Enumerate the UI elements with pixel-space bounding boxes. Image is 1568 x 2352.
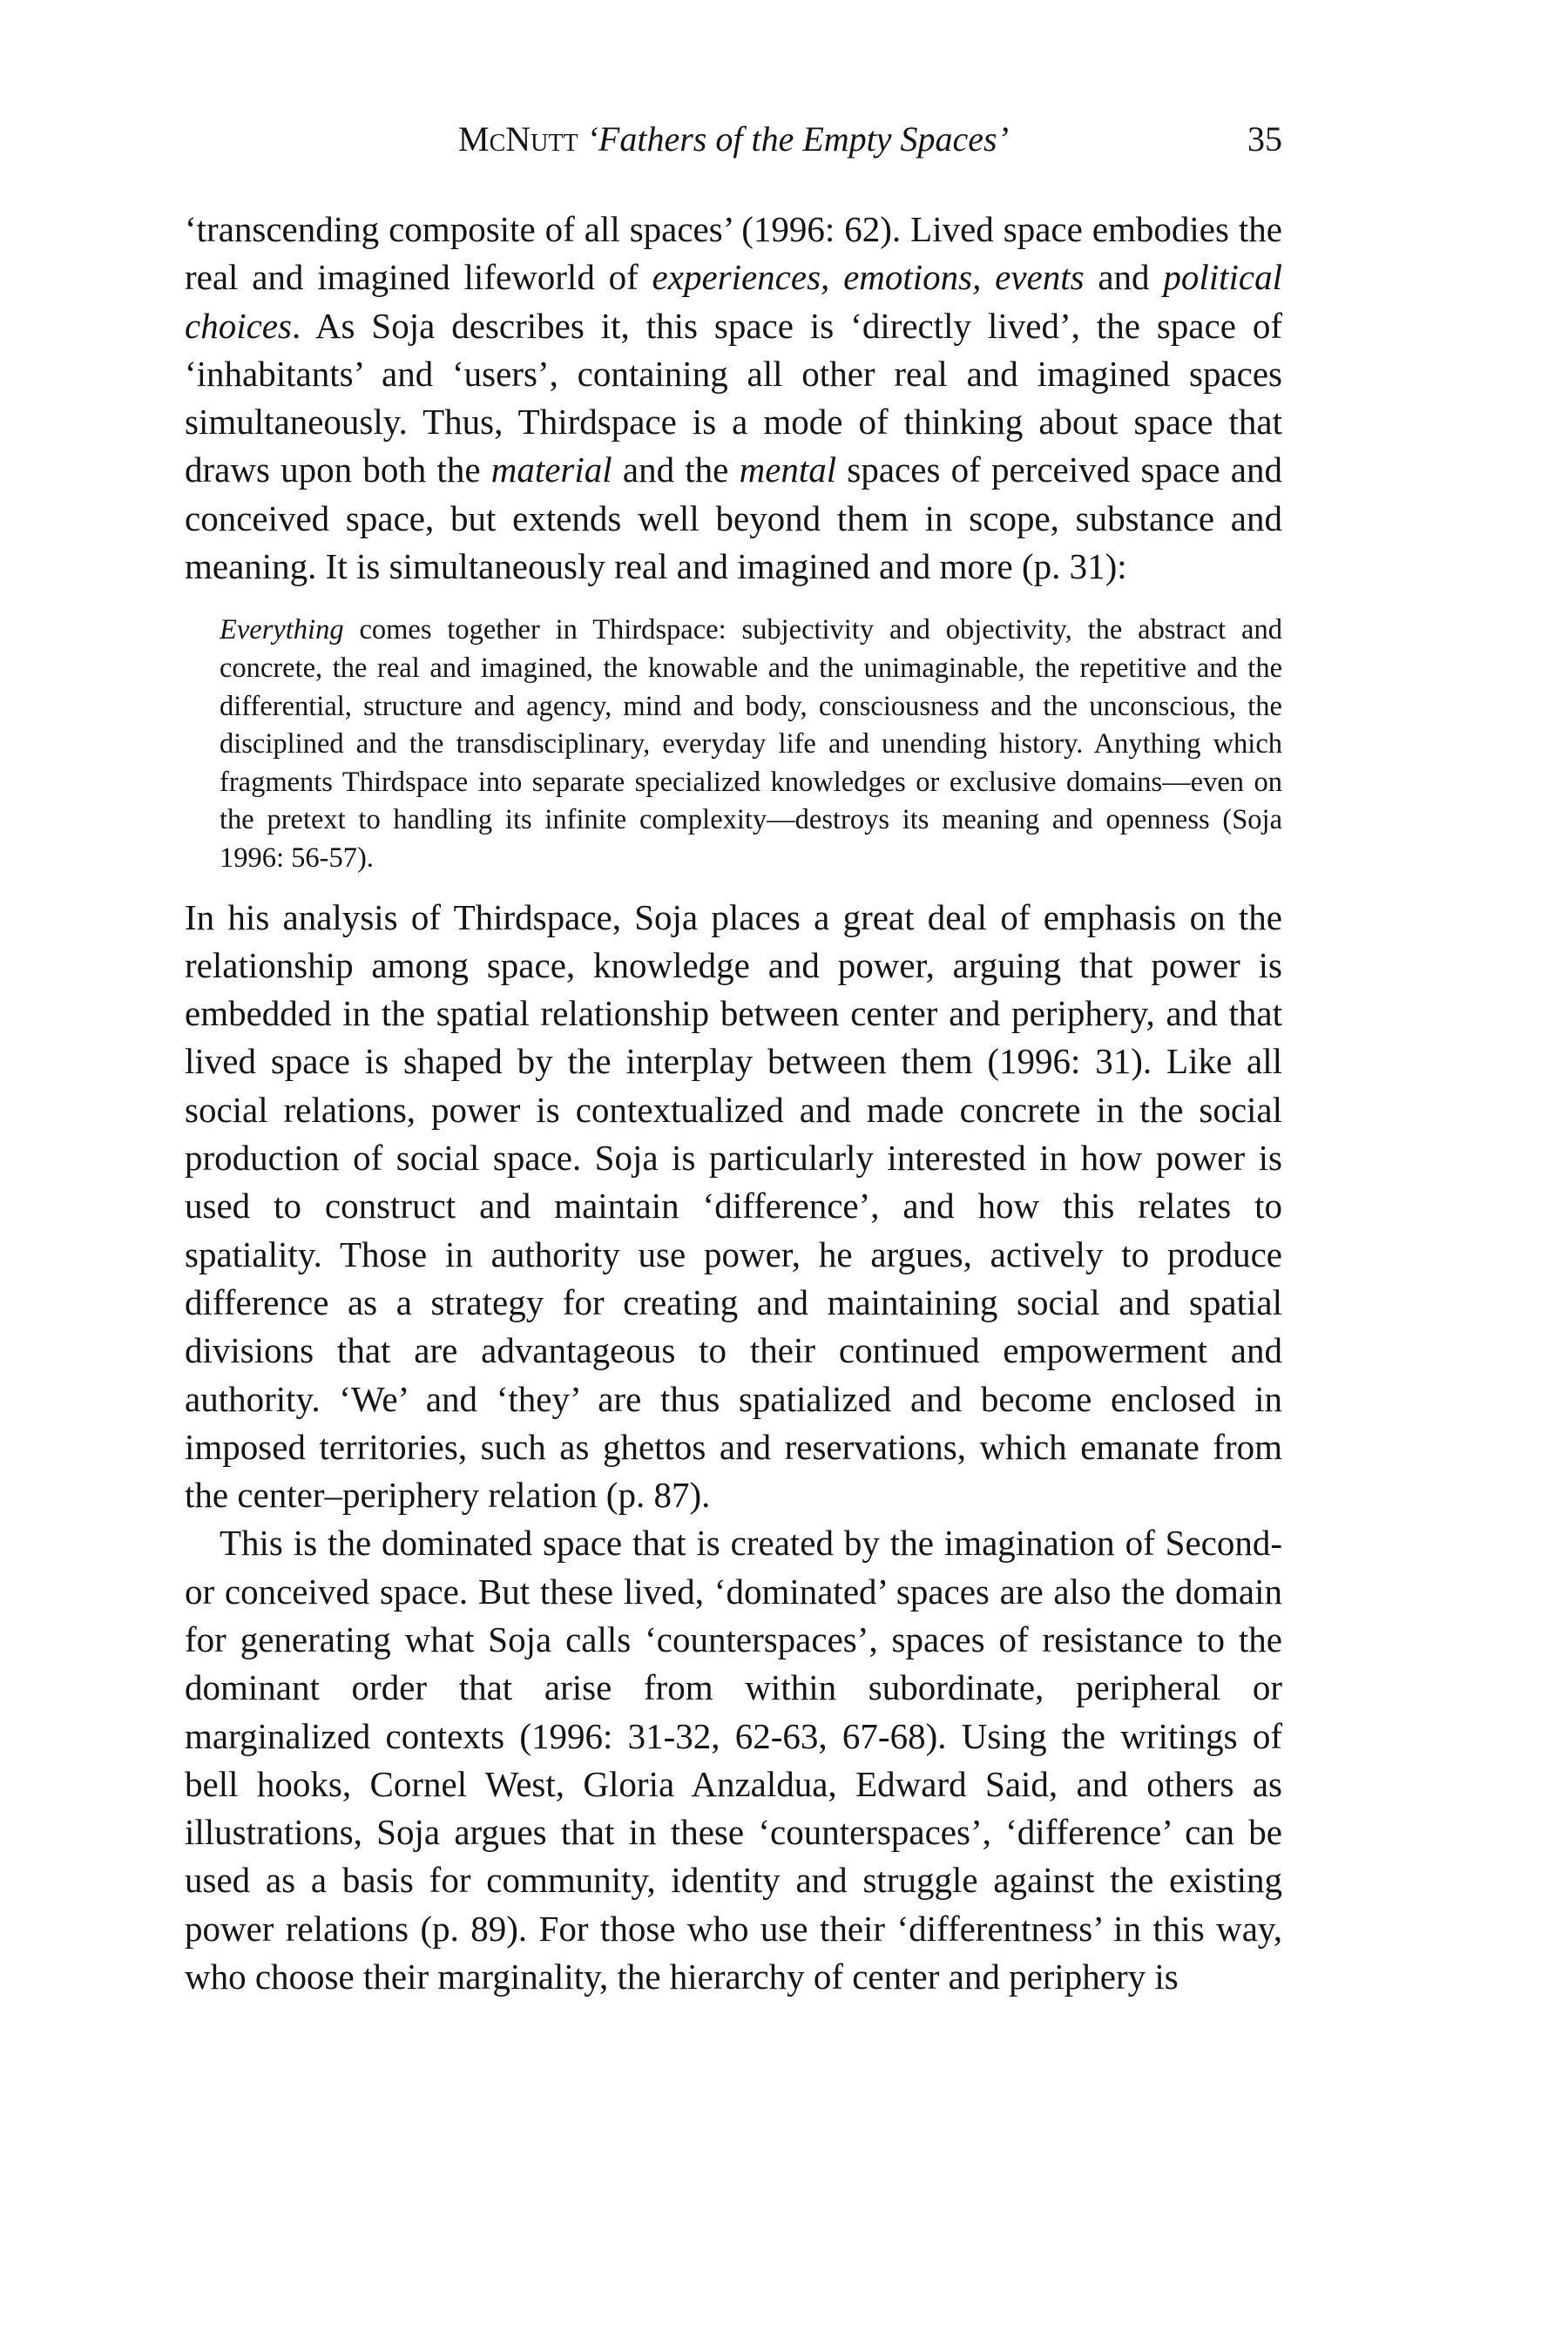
block-quote-text: comes together in Thirdspace: subjectivity and objectivity, the abstract and concrete, the real and imagined, the knowable and the unimaginable, the repetitive and the differential, structure and agency, mind and body, consciousness and the unconscious, the disciplined and the transdisciplinary, everyday life and unending history. Anything which fragments Thirdspace into separate specialized knowledges or exclusive domains—even on the pretext to handling its infinite complexity—destroys its meaning and openness (Soja 1996: 56-57). [220, 614, 1282, 874]
page-number: 35 [1247, 119, 1282, 159]
paragraph-1 [185, 206, 1282, 591]
block-quote [220, 612, 1282, 877]
paragraph-3: This is the dominated space that is created by the imagination of Second- or conceived space. But these lived, ‘dominated’ spaces are also the domain for generating what Soja calls ‘counterspaces’, spaces of resistance to the dominant order that arise from within subordinate, peripheral or marginalized contexts (1996: 31-32, 62-63, 67-68). Using the writings of bell hooks, Cornel West, Gloria Anzaldua, Edward Said, and others as illustrations, Soja argues that in these ‘counterspaces’, ‘difference’ can be used as a basis for community, identity and struggle against the existing power relations (p. 89). For those who use their ‘differentness’ in this way, who choose their marginality, the hierarchy of center and periphery is [185, 1523, 1282, 1997]
header-author: McNutt [458, 119, 578, 159]
paragraph-1-italic-4: mental [739, 449, 837, 490]
paragraph-2: In his analysis of Thirdspace, Soja places a great deal of emphasis on the relationship among space, knowledge and power, arguing that power is embedded in the spatial relationship between center and periphery, and that lived space is shaped by the interplay between them (1996: 31). Like all social relations, power is contextualized and made concrete in the social production of social space. Soja is particularly interested in how power is used to construct and maintain ‘difference’, and how this relates to spatiality. Those in authority use power, he argues, actively to produce difference as a strategy for creating and maintaining social and spatial divisions that are advantageous to their continued empowerment and authority. ‘We’ and ‘they’ are thus spatialized and become enclosed in imposed territories, such as ghettos and reservations, which emanate from the center–periphery relation (p. 87). [185, 896, 1282, 1516]
running-header [185, 113, 1282, 166]
paragraph-1-text-3: . As Soja describes it, this space is ‘directly lived’, the space of ‘inhabitants’ and ‘users’, containing all other real and imagined spaces simultaneously. Thus, Thirdspace is a mode of thinking about space that draws upon both the [185, 305, 1282, 490]
running-header-title [185, 113, 1282, 166]
header-book-title: ‘Fathers of the Empty Spaces’ [586, 119, 1009, 159]
block-quote-italic-lead: Everything [220, 614, 344, 646]
paragraph-1-text-2: and [1084, 257, 1164, 298]
paragraph-1-text-1: ‘transcending composite of all spaces’ (1996: 62). Lived space embodies the real and imagined lifeworld of [185, 209, 1282, 298]
paragraph-1-italic-2: political choices [185, 257, 1282, 346]
book-page [185, 113, 1282, 2001]
paragraph-1-italic-1: experiences, emotions, events [652, 257, 1085, 298]
paragraph-1-text-4: and the [612, 449, 740, 490]
body-text [185, 206, 1282, 2001]
paragraph-1-italic-3: material [490, 449, 612, 490]
paragraph-1-text-5: spaces of perceived space and conceived space, but extends well beyond them in scope, substance and meaning. It is simultaneously real and imagined and more (p. 31): [185, 449, 1282, 587]
